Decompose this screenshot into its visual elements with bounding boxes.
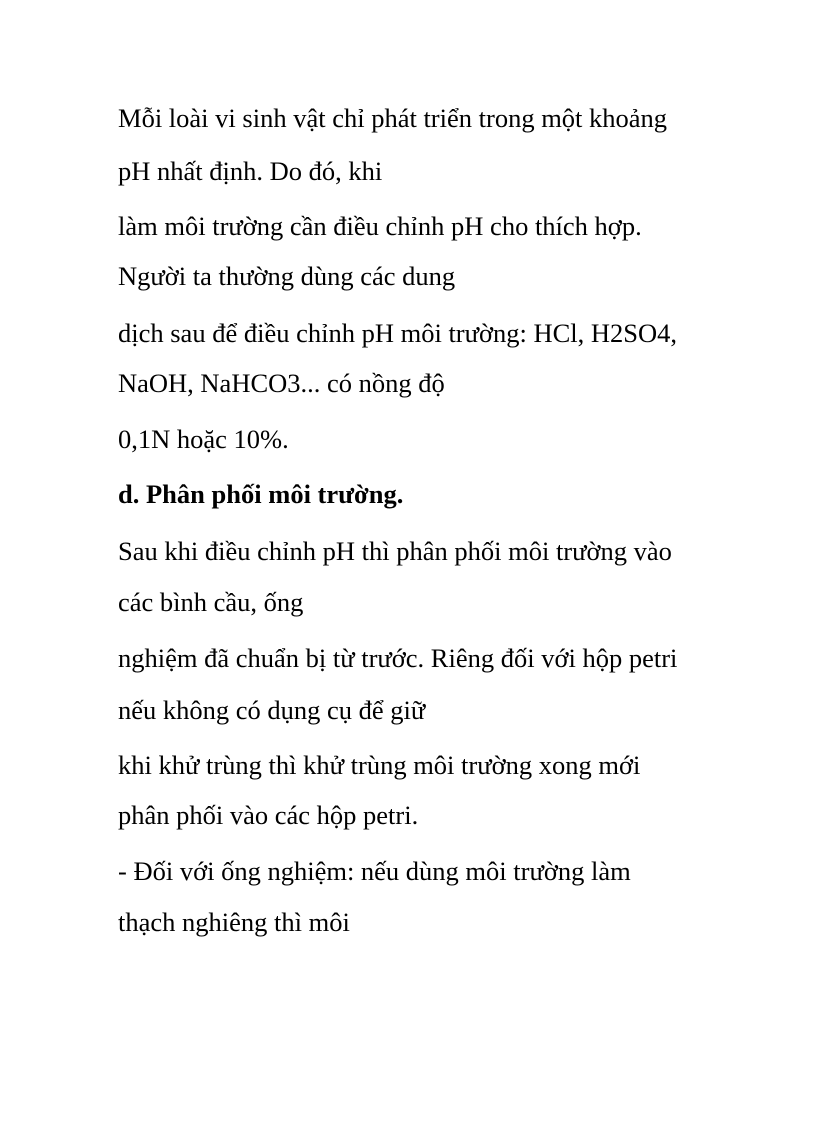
paragraph-line: Người ta thường dùng các dung	[118, 261, 456, 291]
paragraph-line: thạch nghiêng thì môi	[118, 907, 350, 937]
paragraph-line: dịch sau để điều chỉnh pH môi trường: HCl, H2SO4,	[118, 318, 678, 348]
paragraph-line: pH nhất định. Do đó, khi	[118, 156, 383, 186]
paragraph-line: khi khử trùng thì khử trùng môi trường xong mới	[118, 750, 641, 780]
paragraph-line: 0,1N hoặc 10%.	[118, 424, 289, 454]
paragraph-line: Mỗi loài vi sinh vật chỉ phát triển trong một khoảng	[118, 103, 668, 133]
paragraph-line: nếu không có dụng cụ để giữ	[118, 695, 426, 725]
paragraph-line: NaOH, NaHCO3... có nồng độ	[118, 368, 445, 398]
paragraph-line: làm môi trường cần điều chỉnh pH cho thích hợp.	[118, 211, 642, 241]
paragraph-line: các bình cầu, ống	[118, 587, 304, 617]
paragraph-line: Sau khi điều chỉnh pH thì phân phối môi trường vào	[118, 536, 672, 566]
section-heading: d. Phân phối môi trường.	[118, 479, 404, 509]
paragraph-line: - Đối với ống nghiệm: nếu dùng môi trường làm	[118, 856, 631, 886]
paragraph-line: nghiệm đã chuẩn bị từ trước. Riêng đối với hộp petri	[118, 643, 678, 673]
paragraph-line: phân phối vào các hộp petri.	[118, 800, 419, 830]
